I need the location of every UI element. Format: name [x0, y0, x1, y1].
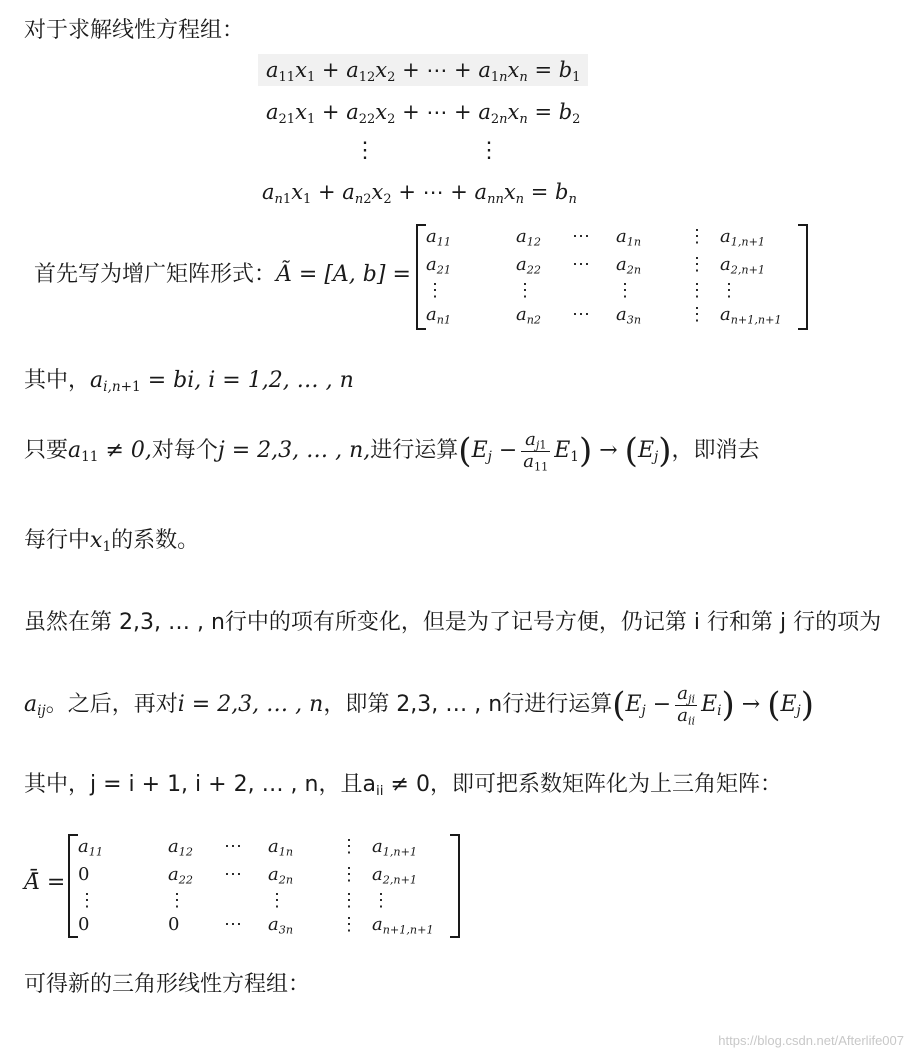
para-2-c: ，即第 2,3, … , n行进行运算	[323, 692, 613, 718]
matrix1-cell-r1-c6: $a_{1,n+1}$	[720, 226, 766, 249]
matrix1-cell-r3-c6: ⋮	[720, 280, 738, 301]
equation-row-1: $a_{11}x_1 + a_{12}x_2$ + ⋯ + $a_{1n}x_n = b_1$	[258, 54, 588, 86]
equation-row-n: $a_{n1}x_1 + a_{n2}x_2$ + ⋯ + $a_{nn}x_n = b_n$	[262, 180, 577, 207]
matrix2-cell-r4-c5: ⋮	[340, 914, 358, 935]
vdots-left: ⋮	[354, 138, 376, 163]
matrix2-cell-r4-c1: 0	[78, 914, 90, 935]
augmented-text: 首先写为增广矩阵形式：	[34, 262, 277, 287]
matrix1-cell-r2-c4: $a_{2n}$	[616, 254, 642, 277]
matrix2-cell-r3-c4: ⋮	[268, 890, 286, 911]
matrix2-cell-r2-c3: ⋯	[224, 864, 242, 885]
matrix1-cell-r1-c3: ⋯	[572, 226, 590, 247]
augmented-line	[34, 262, 411, 288]
elimination-op-2: ($E_j$ − $\frac{a_{ji}}{a_{ii}}$ $E_i) \to (E_j)$	[612, 683, 815, 728]
coef-suffix: 的系数。	[111, 528, 200, 553]
para-3	[24, 772, 782, 798]
matrix1-cell-r1-c4: $a_{1n}$	[616, 226, 642, 249]
matrix2-cell-r4-c4: $a_{3n}$	[268, 914, 294, 937]
matrix2-cell-r4-c2: 0	[168, 914, 180, 935]
matrix-right-bracket	[798, 224, 808, 330]
coef-line	[24, 528, 199, 554]
condition-formula: ≠ 0,	[98, 438, 152, 464]
matrix1-cell-r4-c2: $a_{n2}$	[516, 304, 542, 327]
matrix1-cell-r1-c1: $a_{11}$	[426, 226, 451, 249]
matrix2-cell-r2-c6: $a_{2,n+1}$	[372, 864, 418, 887]
matrix1-cell-r2-c5: ⋮	[688, 254, 706, 275]
a11-term: $a_{11}$	[68, 438, 99, 466]
condition-tail: ，即消去	[671, 438, 760, 464]
matrix1-cell-r3-c1: ⋮	[426, 280, 444, 301]
matrix2-cell-r1-c1: $a_{11}$	[78, 836, 103, 859]
matrix1-cell-r2-c6: $a_{2,n+1}$	[720, 254, 766, 277]
matrix2-cell-r3-c1: ⋮	[78, 890, 96, 911]
elimination-op-1: ($E_j$ − $\frac{a_{j1}}{a_{11}}$ $E_1) \to (E_j)$	[458, 429, 672, 474]
matrix1-cell-r4-c3: ⋯	[572, 304, 590, 325]
matrix1-cell-r4-c5: ⋮	[688, 304, 706, 325]
para-2-b: i = 2,3, … , n	[177, 692, 324, 718]
matrix2-cell-r2-c5: ⋮	[340, 864, 358, 885]
matrix2-cell-r1-c4: $a_{1n}$	[268, 836, 294, 859]
matrix2-right-bracket	[450, 834, 460, 938]
matrix2-cell-r3-c2: ⋮	[168, 890, 186, 911]
coef-prefix: 每行中	[24, 528, 91, 553]
matrix-left-bracket	[416, 224, 426, 330]
matrix1-cell-r3-c2: ⋮	[516, 280, 534, 301]
para-3-a: 其中，j = i + 1, i + 2, … , n，且a	[24, 772, 376, 797]
augmented-formula: Ã = [A, b] =	[276, 262, 411, 287]
matrix1-cell-r4-c1: $a_{n1}$	[426, 304, 452, 327]
matrix2-cell-r4-c6: $a_{n+1,n+1}$	[372, 914, 434, 937]
where-tail: , i = 1,2, … , n	[194, 368, 354, 393]
matrix2-cell-r3-c6: ⋮	[372, 890, 390, 911]
condition-op: 进行运算	[370, 438, 459, 464]
matrix1-cell-r4-c6: $a_{n+1,n+1}$	[720, 304, 782, 327]
matrix1-cell-r3-c4: ⋮	[616, 280, 634, 301]
augmented-matrix	[416, 224, 808, 330]
matrix1-cell-r2-c2: $a_{22}$	[516, 254, 541, 277]
matrix2-cell-r4-c3: ⋯	[224, 914, 242, 935]
para-2-a: 。之后，再对	[45, 692, 178, 718]
where-lhs: $a_{i,n+1}$	[90, 368, 141, 396]
matrix2-cell-r2-c4: $a_{2n}$	[268, 864, 294, 887]
matrix1-cell-r2-c3: ⋯	[572, 254, 590, 275]
vdots-right: ⋮	[478, 138, 500, 163]
where-line: 其中，$a_{i,n+1}$ = bi, i = 1,2, … , n	[24, 368, 354, 396]
matrix2-cell-r3-c5: ⋮	[340, 890, 358, 911]
para-2	[24, 684, 814, 726]
matrix1-cell-r3-c5: ⋮	[688, 280, 706, 301]
matrix1-cell-r1-c5: ⋮	[688, 226, 706, 247]
final-text: 可得新的三角形线性方程组：	[24, 972, 311, 997]
upper-formula: Ā̄ =	[24, 870, 66, 895]
intro-text: 对于求解线性方程组：	[24, 18, 245, 43]
matrix2-cell-r1-c2: $a_{12}$	[168, 836, 193, 859]
matrix2-cell-r1-c5: ⋮	[340, 836, 358, 857]
aij-term: $a_{ij}$	[24, 692, 46, 720]
condition-line	[24, 430, 760, 472]
para-3-b: ≠ 0，即可把系数矩阵化为上三角矩阵：	[383, 772, 782, 797]
upper-matrix	[68, 834, 460, 938]
watermark: https://blog.csdn.net/Afterlife007	[718, 1033, 904, 1048]
para-3-sub: ii	[375, 783, 384, 800]
where-formula: = b	[147, 368, 188, 393]
matrix2-cell-r1-c3: ⋯	[224, 836, 242, 857]
matrix2-cell-r2-c1: 0	[78, 864, 90, 885]
x1-term: $x_1$	[90, 528, 112, 556]
where-text: 其中，	[24, 368, 91, 393]
matrix1-cell-r1-c2: $a_{12}$	[516, 226, 541, 249]
matrix1-cell-r4-c4: $a_{3n}$	[616, 304, 642, 327]
matrix2-left-bracket	[68, 834, 78, 938]
condition-prefix: 只要	[24, 438, 69, 464]
matrix2-cell-r1-c6: $a_{1,n+1}$	[372, 836, 418, 859]
equation-row-2: $a_{21}x_1 + a_{22}x_2$ + ⋯ + $a_{2n}x_n = b_2$	[266, 100, 581, 127]
condition-mid: 对每个	[151, 438, 218, 464]
matrix2-cell-r2-c2: $a_{22}$	[168, 864, 193, 887]
condition-j: j = 2,3, … , n,	[217, 438, 371, 464]
para-1: 虽然在第 2,3, … , n行中的项有所变化，但是为了记号方便，仍记第 i 行和第 j 行的项为	[24, 610, 882, 635]
matrix1-cell-r2-c1: $a_{21}$	[426, 254, 451, 277]
